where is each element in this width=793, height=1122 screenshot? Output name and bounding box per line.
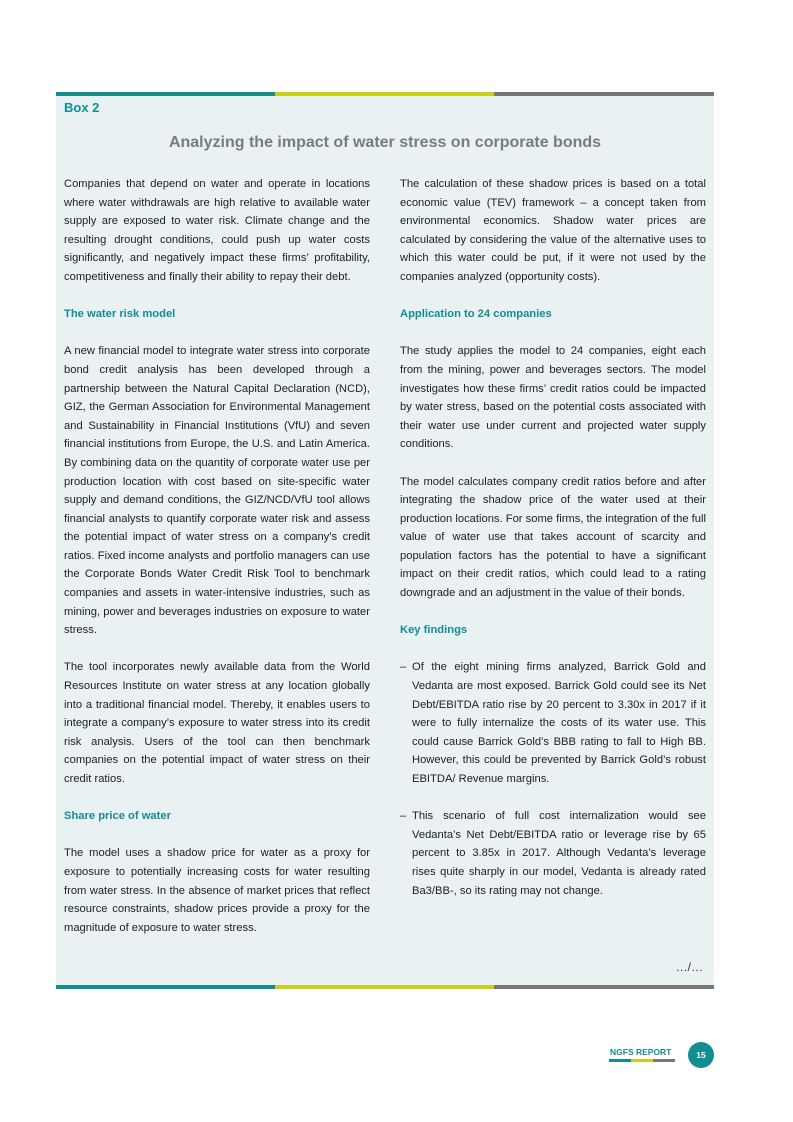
section-heading-water-risk-model: The water risk model <box>64 308 176 321</box>
tev-paragraph: The calculation of these shadow prices is based on a total economic value (TEV) framework – a concept taken from environmental economics. Shadow water prices are calculated by considering the value of the alternative uses to which this water could be put, if it were not used by the companies analyzed (opportunity costs). <box>400 178 706 283</box>
footer-color-bar <box>609 1059 675 1062</box>
list-item-text: This scenario of full cost internalization would see Vedanta’s Net Debt/EBITDA ratio or leverage rise by 65 percent to 3.85x in 2017. Although Vedanta’s leverage rises quite sharply in our model, Vedanta is already rated Ba3/BB-, so its rating may not change. <box>412 810 706 897</box>
dash-bullet-icon: – <box>400 810 407 823</box>
key-findings-list <box>400 658 706 900</box>
divider-segment-teal <box>56 985 275 989</box>
list-item-text: Of the eight mining firms analyzed, Barrick Gold and Vedanta are most exposed. Barrick Gold could see its Net Debt/EBITDA ratio rise by 20 percent to 3.30x in 2017 if it were to fully internalize the costs of its water use. This could cause Barrick Gold’s BBB rating to fall to High BB. However, this could be prevented by Barrick Gold’s robust EBITDA/ Revenue margins. <box>412 661 706 785</box>
divider-segment-grey <box>494 985 714 989</box>
tool-paragraph: The tool incorporates newly available data from the World Resources Institute on water stress at any location globally into a traditional financial model. Thereby, it enables users to integrate a company’s exposure to water stress into its credit risk analysis. Users of the tool can then benchmark companies on the potential impact of water stress on their credit ratios. <box>64 661 370 785</box>
left-column <box>64 175 370 956</box>
shadow-price-paragraph: The model uses a shadow price for water as a proxy for exposure to potentially increasing costs for water resulting from water stress. In the absence of market prices that reflect resource constraints, shadow prices provide a proxy for the magnitude of exposure to water stress. <box>64 847 370 934</box>
page-number: 15 <box>688 1042 714 1068</box>
application-paragraph: The study applies the model to 24 companies, eight each from the mining, power and beverages sectors. The model investigates how these firms’ credit ratios could be impacted by water stress, based on the potential costs associated with their water use under current and projected water supply conditions. <box>400 345 706 451</box>
intro-paragraph: Companies that depend on water and operate in locations where water withdrawals are high relative to available water supply are exposed to water risk. Climate change and the resulting drought conditions, could push up water costs significantly, and negatively impact these firms’ profitability, competitiveness and finally their ability to repay their debt. <box>64 178 370 283</box>
footer-bar-lime <box>631 1059 653 1062</box>
right-column <box>400 175 706 919</box>
section-heading-key-findings: Key findings <box>400 624 468 637</box>
divider-segment-lime <box>275 985 494 989</box>
credit-ratios-paragraph: The model calculates company credit ratios before and after integrating the shadow price of the water used at their production locations. For some firms, the integration of the full value of water use that takes account of scarcity and population factors has the potential to have a significant impact on their credit ratios, which could lead to a rating downgrade and an adjustment in the value of their bonds. <box>400 475 706 600</box>
section-heading-share-price: Share price of water <box>64 810 171 823</box>
list-item <box>400 658 706 788</box>
section-heading-application: Application to 24 companies <box>400 308 552 321</box>
continuation-marker: …/… <box>675 960 703 974</box>
report-label: NGFS REPORT <box>610 1047 672 1057</box>
water-risk-model-paragraph: A new financial model to integrate water stress into corporate bond credit analysis has been developed through a partnership between the Natural Capital Declaration (NCD), GIZ, the German Association for Environmental Management and Sustainability in Financial Institutions (VfU) and seven financial institutions from Europe, the U.S. and Latin America. By combining data on the quantity of corporate water use per production location with cost based on site-specific water supply and demand conditions, the GIZ/NCD/VfU tool allows financial analysts to quantify corporate water risk and assess the potential impact of water stress on a company’s credit ratios. Fixed income analysts and portfolio managers can use the Corporate Bonds Water Credit Risk Tool to benchmark companies and assets in water-intensive industries, such as mining, power and beverages industries on exposure to water stress. <box>64 345 370 637</box>
footer-bar-grey <box>653 1059 675 1062</box>
list-item <box>400 807 706 900</box>
footer-bar-teal <box>609 1059 631 1062</box>
bottom-divider-bar <box>56 985 714 989</box>
box-title: Analyzing the impact of water stress on corporate bonds <box>168 134 602 151</box>
box-label: Box 2 <box>64 100 100 115</box>
dash-bullet-icon: – <box>400 661 407 674</box>
